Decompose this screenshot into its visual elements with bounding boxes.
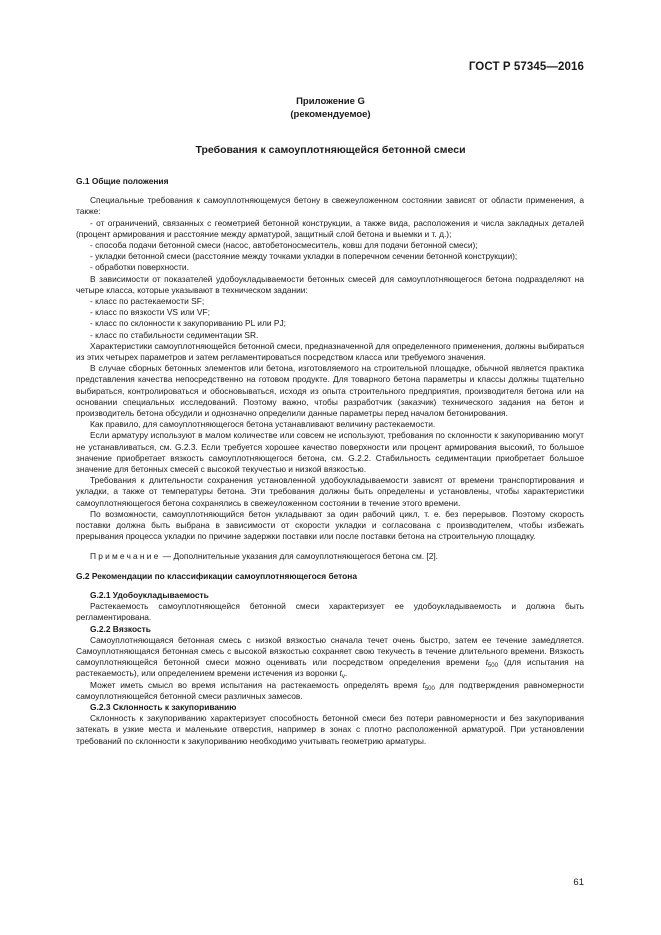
- section-heading-g1: G.1 Общие положения: [76, 176, 169, 186]
- variable-t: t: [485, 657, 488, 668]
- text-run: (для испытания на растекаемость), или определением времени истечения из воронки: [76, 657, 584, 679]
- variable-t: t: [422, 679, 425, 690]
- paragraph: По возможности, самоуплотняющийся бетон укладывают за один рабочий цикл, т. е. без перерывов. Поэтому скорость поставки должна быть выбрана в зависимости от скорости укладки и согласована с производителем, чтобы избежать прерывания процесса укладки по причине задержки поставки или после поставки бетона на строительную площадку.: [76, 508, 584, 542]
- paragraph: Растекаемость самоуплотняющейся бетонной смеси характеризует ее удобоукладываемость и должна быть регламентирована.: [76, 601, 584, 623]
- list-item: - укладки бетонной смеси (расстояние между точками укладки в поперечном сечении бетонной конструкции);: [90, 251, 518, 262]
- list-item: - класс по стабильности седиментации SR.: [90, 329, 259, 340]
- annex-heading: [0, 95, 661, 121]
- list-item: - способа подачи бетонной смеси (насос, автобетоносмеситель, ковш для подачи бетонной смеси);: [90, 240, 478, 251]
- list-item: - от ограничений, связанных с геометрией бетонной конструкции, а также вида, расположения и числа закладных деталей (процент армирования и расстояние между арматурой, защитный слой бетона и выемки и т. д.);: [76, 217, 584, 239]
- list-item: - обработки поверхности.: [90, 262, 189, 273]
- subsection-heading-g23: G.2.3 Склонность к закупориванию: [90, 701, 237, 712]
- variable-t: t: [339, 668, 342, 679]
- paragraph: Характеристики самоуплотняющейся бетонной смеси, предназначенной для определенного применения, должны выбираться из этих четырех параметров и затем регламентироваться посредством класса или требуемого значения.: [76, 340, 584, 363]
- subscript-500: 500: [424, 685, 435, 692]
- subscript-500: 500: [487, 663, 498, 670]
- paragraph: Требования к длительности сохранения установленной удобоукладываемости зависят от времени транспортирования и укладки, а также от температуры бетона. Эти требования должны быть определены и установлены, чтобы характеристики самоуплотняющегося бетона сохранялись в свежеуложенном состоянии в течение этого времени.: [76, 475, 584, 508]
- subsection-heading-g21: G.2.1 Удобоукладываемость: [90, 589, 209, 600]
- annex-subtitle: (рекомендуемое): [290, 109, 371, 120]
- note: [76, 551, 584, 562]
- section-heading-g2: G.2 Рекомендации по классификации самоуплотняющегося бетона: [76, 570, 358, 581]
- note-label: Примечание: [90, 550, 161, 561]
- text-run: для подтверждения равномерности самоуплотняющейся бетонной смеси различных замесов.: [76, 679, 584, 701]
- subsection-heading-g22: G.2.2 Вязкость: [90, 623, 151, 634]
- paragraph: В случае сборных бетонных элементов или бетона, изготовляемого на строительной площадке, обычной является практика представления качества непосредственно на готовом продукте. Для товарного бетона параметры и классы должны тщательно выбираться, контролироваться и обосновываться, исходя из опыта строительного предприятия, производителя бетона или на основании специальных исследований. Поэтому важно, чтобы разработчик (заказчик) технического задания на бетон и производитель бетона обсудили и однозначно определили данные параметры перед началом бетонирования.: [76, 363, 584, 419]
- note-text: — Дополнительные указания для самоуплотняющегося бетона см. [2].: [160, 550, 439, 561]
- annex-main-title: Требования к самоуплотняющейся бетонной смеси: [195, 144, 466, 156]
- list-item: - класс по вязкости VS или VF;: [90, 307, 210, 318]
- text-run: .: [344, 668, 348, 679]
- paragraph: Как правило, для самоуплотняющегося бетона устанавливают величину растекаемости.: [90, 419, 436, 430]
- document-code: ГОСТ Р 57345—2016: [468, 61, 584, 73]
- paragraph: [76, 680, 584, 702]
- subscript-v: v: [341, 674, 345, 681]
- list-item: - класс по растекаемости SF;: [90, 296, 205, 307]
- paragraph: [76, 635, 584, 680]
- paragraph: В зависимости от показателей удобоукладываемости бетонных смесей для самоуплотняющегося бетона подразделяют на четыре класса, которые указывают в техническом задании:: [76, 273, 584, 295]
- text-run: Самоуплотняющаяся бетонная смесь с низкой вязкостью сначала течет очень быстро, затем ее течение замедляется. Самоуплотняющаяся бетонная смесь с высокой вязкостью сохраняет свою текучесть в течение длительного времени. Вязкость самоуплотняющейся бетонной смеси можно оценивать или посредством определения времени: [76, 634, 584, 668]
- annex-title: Приложение G: [296, 96, 365, 107]
- page-number: 61: [573, 877, 584, 888]
- paragraph: Если арматуру используют в малом количестве или совсем не используют, требования по склонности к закупориванию могут не устанавливаться, см. G.2.3. Если требуется хорошее качество поверхности или процент армирования высокий, то большое значение приобретает вязкость самоуплотняющегося бетона, см. G.2.2. Стабильность седиментации приобретает большое значение для бетонных смесей с высокой текучестью и низкой вязкостью.: [76, 430, 584, 475]
- paragraph: Склонность к закупориванию характеризует способность бетонной смеси без потери равномерности и без закупоривания затекать в узкие места и маленькие отверстия, например в зонах с плотно расположенной арматурой. При установлении требований по склонности к закупориванию необходимо учитывать геометрию арматуры.: [76, 713, 584, 746]
- list-item: - класс по склонности к закупориванию PL или PJ;: [90, 318, 286, 329]
- document-body: [76, 176, 584, 747]
- paragraph: Специальные требования к самоуплотняющемуся бетону в свежеуложенном состоянии зависят от области применения, а также:: [76, 195, 584, 217]
- text-run: Может иметь смысл во время испытания на растекаемость определять время: [90, 679, 423, 690]
